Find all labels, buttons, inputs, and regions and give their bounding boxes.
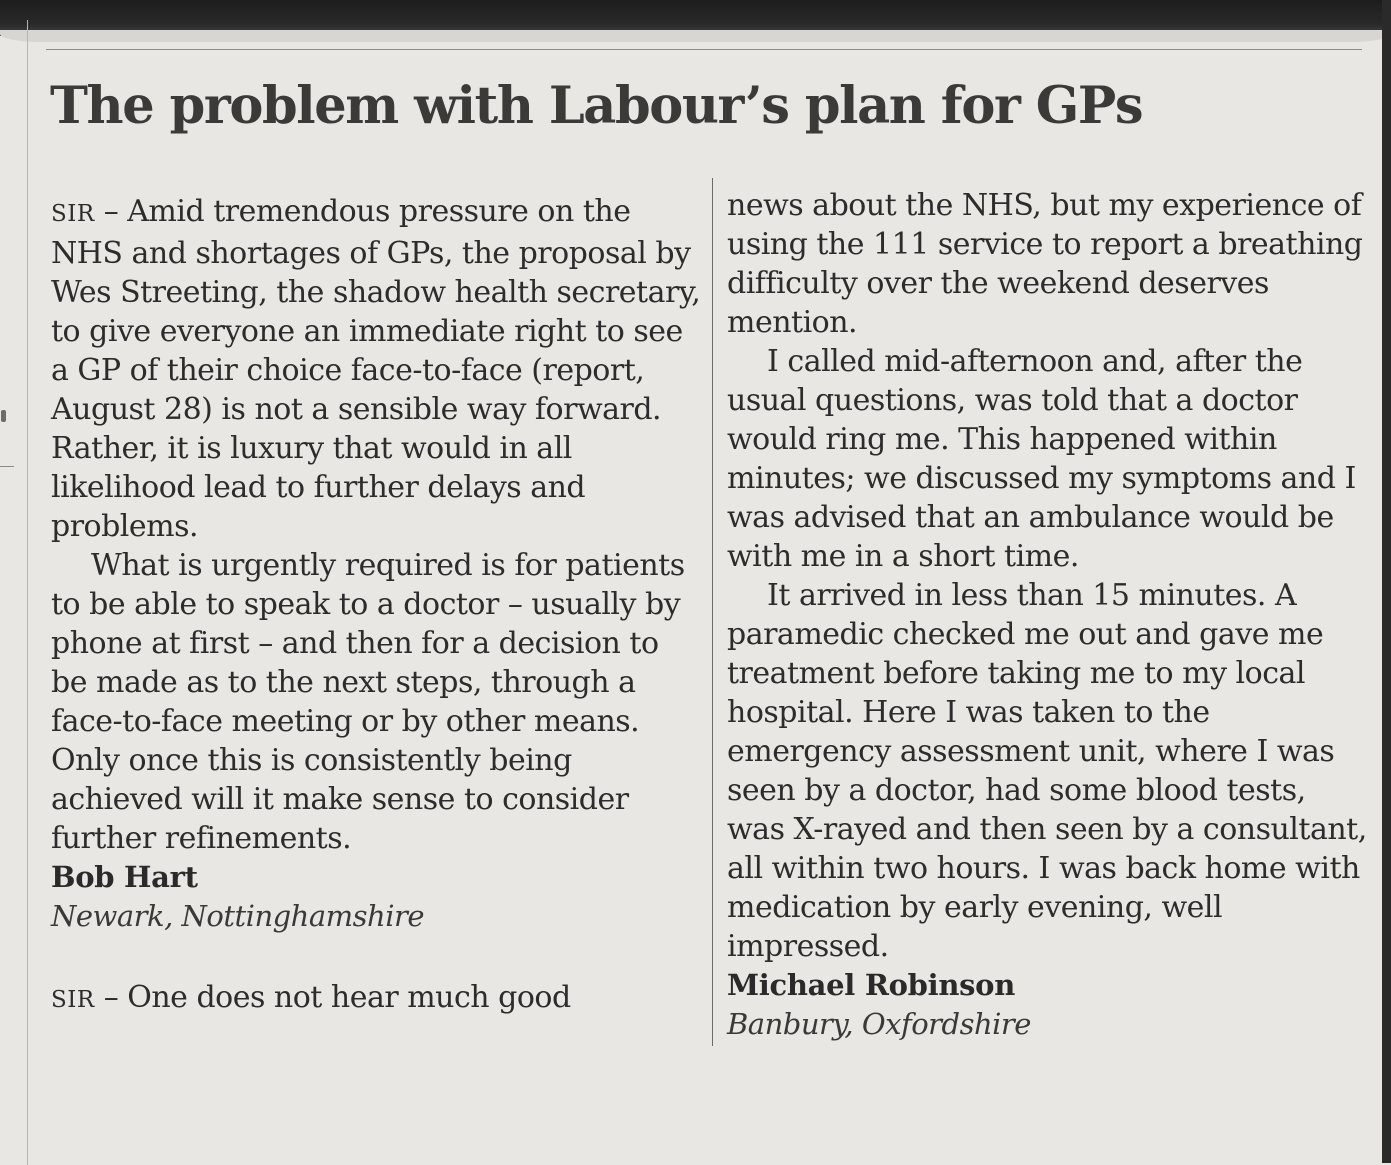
paper-edge — [0, 30, 1391, 42]
letter-gap — [51, 936, 703, 978]
column-left — [51, 192, 703, 1020]
headline: The problem with Labour’s plan for GPs — [50, 76, 1143, 136]
header-rule — [46, 49, 1362, 50]
letter-1-paragraph-1 — [51, 192, 703, 546]
letter-2-paragraph-2: I called mid-afternoon and, after the usual questions, was told that a doctor would ring me. This happened within minutes; we discussed my symptoms and I was advised that an ambulance would be with me in a short time. — [727, 344, 1356, 574]
letter-1-author: Bob Hart — [51, 860, 198, 894]
letter-2-paragraph-3: It arrived in less than 15 minutes. A paramedic checked me out and gave me treatment before taking me to my local hospital. Here I was taken to the emergency assessment unit, where I was seen by a doctor, had some blood tests, was X-rayed and then seen by a consultant, all within two hours. I was back home with medication by early evening, well impressed. — [727, 578, 1367, 964]
margin-rule — [27, 20, 28, 1165]
scan-shadow-right — [1382, 0, 1391, 1163]
letter-1-salutation: SIR — [51, 201, 95, 227]
letter-2-paragraph-1: news about the NHS, but my experience of using the 111 service to report a breathing difficulty over the weekend deserves mention. — [727, 188, 1363, 340]
letter-1-paragraph-2: What is urgently required is for patients to be able to speak to a doctor – usually by phone at first – and then for a decision to be made as to the next steps, through a face-to-face meeting or by other means. Only once this is consistently being achieved will it make sense to consider further refinements. — [51, 548, 685, 856]
letter-2-location: Banbury, Oxfordshire — [727, 1007, 1031, 1041]
margin-tick — [0, 466, 14, 467]
margin-mark — [1, 410, 6, 422]
letter-1-location: Newark, Nottinghamshire — [51, 899, 425, 933]
letter-1-paragraph-1-text: – Amid tremendous pressure on the NHS and shortages of GPs, the proposal by Wes Streeting, the shadow health secretary, to give everyone an immediate right to see a GP of their choice face-to-face (report, August 28) is not a sensible way forward. Rather, it is luxury that would in all likelihood lead to further delays and problems. — [51, 194, 701, 544]
column-right — [727, 186, 1367, 1044]
letter-2-salutation: SIR — [51, 987, 95, 1013]
column-divider — [712, 178, 713, 1046]
letter-2-opening-text: – One does not hear much good — [103, 980, 571, 1015]
letter-2-opening — [51, 978, 703, 1020]
letter-2-author: Michael Robinson — [727, 968, 1015, 1002]
